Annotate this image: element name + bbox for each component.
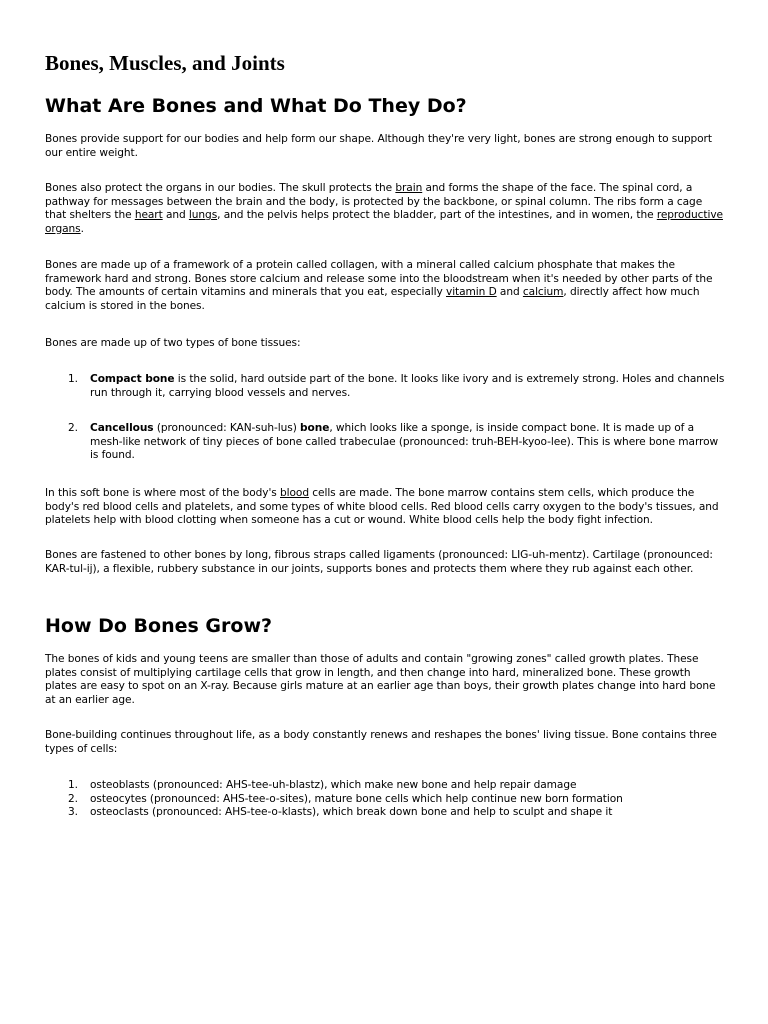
paragraph-protect-organs: Bones also protect the organs in our bodies. The skull protects the brain and forms the shape of the face. The spinal cord, a pathway for messages between the brain and the body, is protected by the backbone, or spinal column. The ribs form a cage that shelters the heart and lungs, and the pelvis helps protect the bladder, part of the intestines, and in women, the reproductive organs. xyxy=(45,182,723,235)
link-calcium[interactable]: calcium xyxy=(522,286,564,299)
document-title: Bones, Muscles, and Joints xyxy=(45,51,285,75)
link-reproductive-organs[interactable]: reproductive organs xyxy=(45,209,723,235)
list-item: 2. osteocytes (pronounced: AHS-tee-o-sites), mature bone cells which help continue new born formation xyxy=(68,792,623,805)
paragraph-bone-building: Bone-building continues throughout life, as a body constantly renews and reshapes the bones' living tissue. Bone contains three types of cells: xyxy=(45,729,717,755)
list-number: 3. xyxy=(68,806,78,819)
list-number: 2. xyxy=(68,792,78,805)
section-heading-what-are-bones: What Are Bones and What Do They Do? xyxy=(45,95,467,117)
paragraph-ligaments: Bones are fastened to other bones by long, fibrous straps called ligaments (pronounced: LIG-uh-mentz). Cartilage (pronounced: KAR-tul-ij), a flexible, rubbery substance in our joints, supports bones and protects them where they rub against each other. xyxy=(45,549,713,575)
section-heading-how-bones-grow: How Do Bones Grow? xyxy=(45,615,273,637)
list-item: 2. Cancellous (pronounced: KAN-suh-lus) bone, which looks like a sponge, is inside compact bone. It is made up of a mesh-like network of tiny pieces of bone called trabeculae (pronounced: truh-BEH-kyoo-lee). This is where bone marrow is found. xyxy=(68,422,719,462)
list-number: 1. xyxy=(68,373,78,385)
link-brain[interactable]: brain xyxy=(395,182,423,194)
list-item: 1. osteoblasts (pronounced: AHS-tee-uh-blastz), which make new bone and help repair damage xyxy=(68,779,577,791)
term-compact-bone: Compact bone xyxy=(90,373,175,385)
term-bone: bone xyxy=(300,422,330,435)
link-lungs[interactable]: lungs xyxy=(188,209,218,222)
term-cancellous: Cancellous xyxy=(90,422,154,435)
link-heart[interactable]: heart xyxy=(134,209,163,222)
paragraph-collagen: Bones are made up of a framework of a protein called collagen, with a mineral called calcium phosphate that makes the framework hard and strong. Bones store calcium and release some into the bloodstream when it's needed by other parts of the body. The amounts of certain vitamins and minerals that you eat, especially vitamin D and calcium, directly affect how much calcium is stored in the bones. xyxy=(45,259,713,312)
paragraph-bone-tissues-intro: Bones are made up of two types of bone tissues: xyxy=(45,337,301,349)
list-item: 3. osteoclasts (pronounced: AHS-tee-o-klasts), which break down bone and help to sculpt and shape it xyxy=(68,806,613,819)
list-number: 1. xyxy=(68,779,78,791)
list-item: 1. Compact bone is the solid, hard outside part of the bone. It looks like ivory and is extremely strong. Holes and channels run through it, carrying blood vessels and nerves. xyxy=(68,373,725,399)
paragraph-support: Bones provide support for our bodies and help form our shape. Although they're very light, bones are strong enough to support our entire weight. xyxy=(45,133,712,159)
paragraph-bone-marrow: In this soft bone is where most of the body's blood cells are made. The bone marrow contains stem cells, which produce the body's red blood cells and platelets, and some types of white blood cells. Red blood cells carry oxygen to the body's tissues, and platelets help with blood clotting when someone has a cut or wound. White blood cells help the body fight infection. xyxy=(45,487,719,527)
paragraph-growth-plates: The bones of kids and young teens are smaller than those of adults and contain "growing zones" called growth plates. These plates consist of multiplying cartilage cells that grow in length, and then change into hard, mineralized bone. These growth plates are easy to spot on an X-ray. Because girls mature at an earlier age than boys, their growth plates change into hard bone at an earlier age. xyxy=(45,653,716,706)
link-blood[interactable]: blood xyxy=(280,487,309,499)
bone-cell-list xyxy=(45,779,725,820)
link-vitamin-d[interactable]: vitamin D xyxy=(446,286,497,299)
list-number: 2. xyxy=(68,422,78,435)
bone-tissue-list xyxy=(45,373,725,463)
